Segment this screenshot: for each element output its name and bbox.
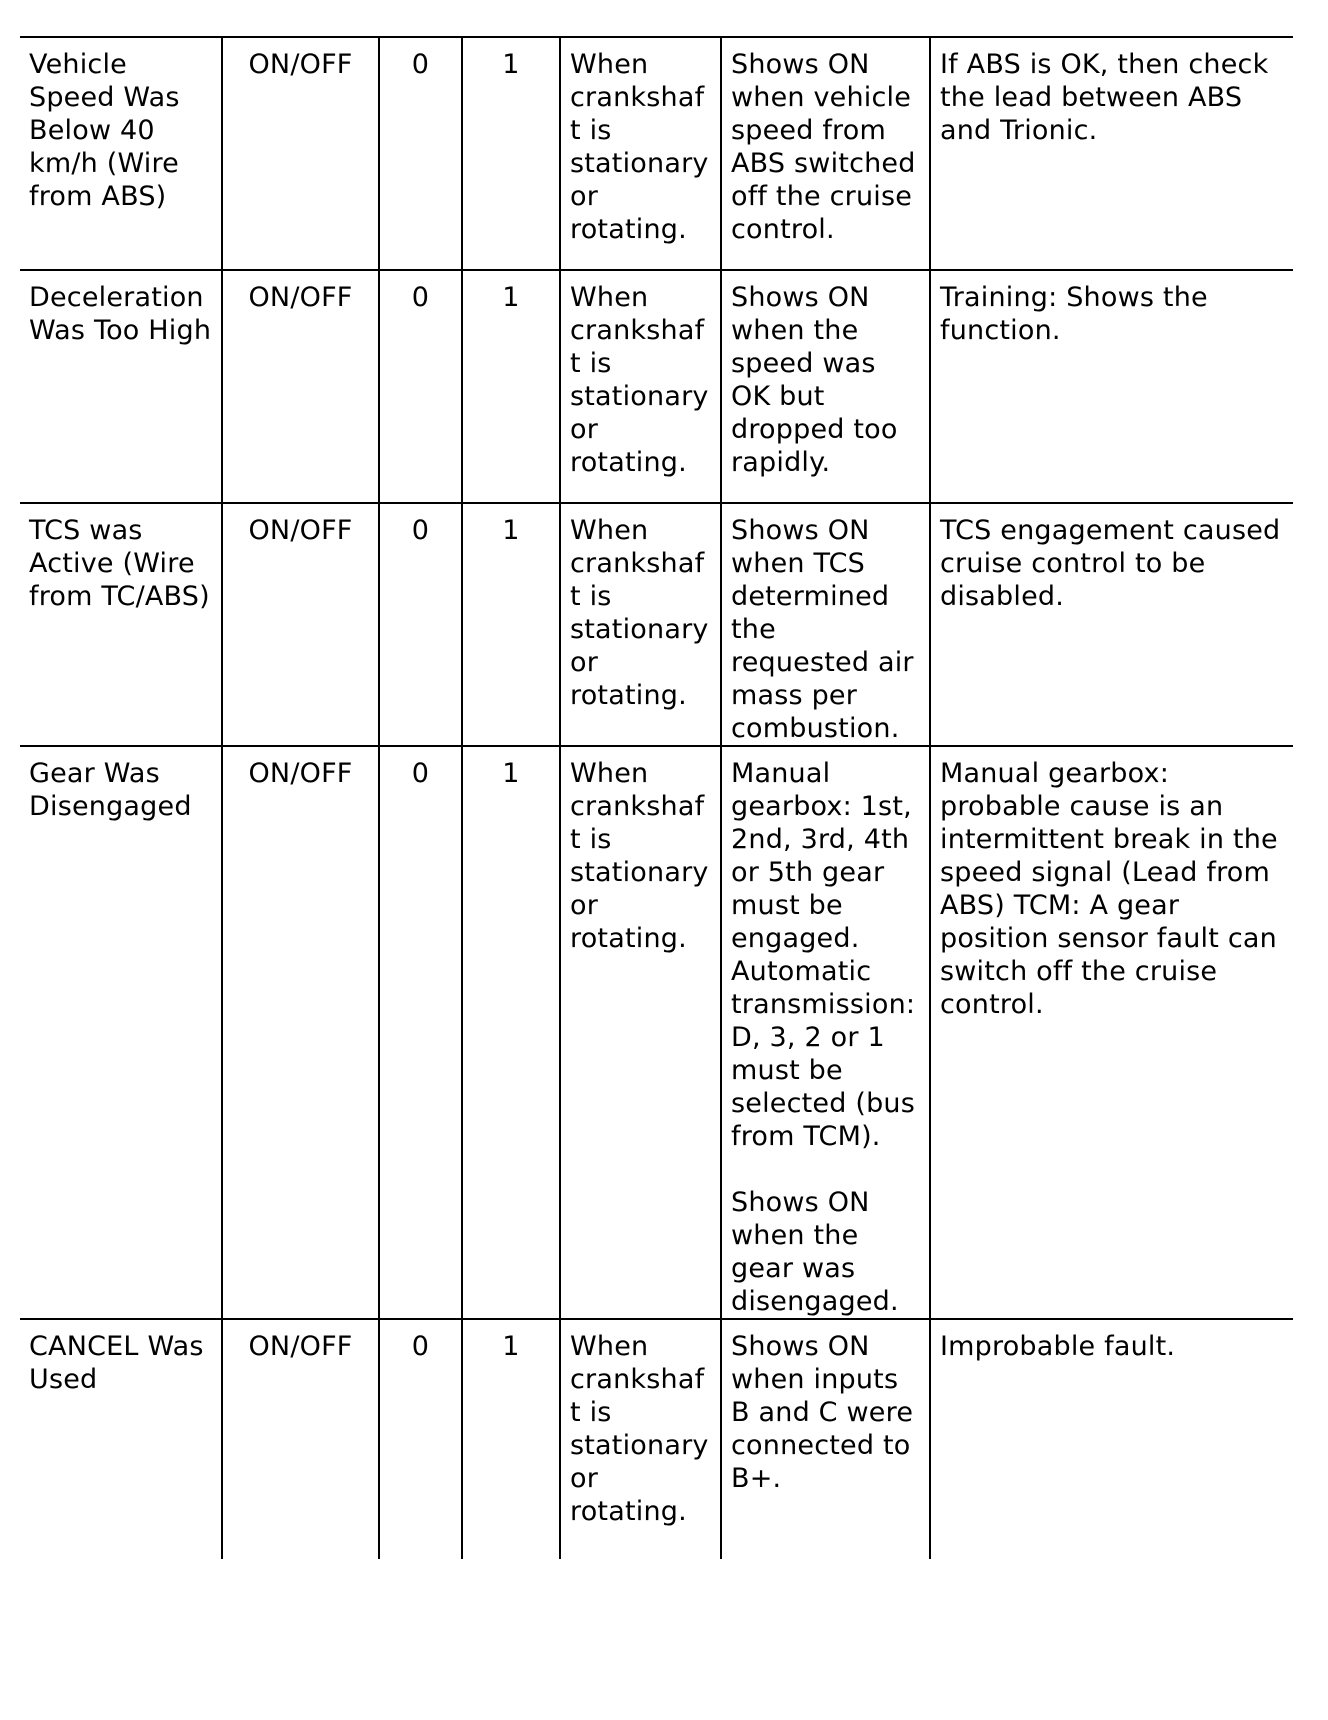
parameter-condition: When crankshaft is stationary or rotating. — [560, 37, 721, 270]
parameter-description — [721, 37, 930, 270]
description-paragraph: Shows ON when the gear was disengaged. — [731, 1187, 899, 1317]
parameter-values: ON/OFF — [222, 1319, 379, 1559]
parameter-condition: When crankshaft is stationary or rotating. — [560, 1319, 721, 1559]
parameter-min: 0 — [379, 1319, 462, 1559]
parameter-max: 1 — [462, 746, 560, 1319]
parameter-remedy: Training: Shows the function. — [930, 270, 1293, 503]
parameter-max: 1 — [462, 37, 560, 270]
parameter-remedy: If ABS is OK, then check the lead between ABS and Trionic. — [930, 37, 1293, 270]
table-row — [20, 1319, 1293, 1559]
parameter-remedy: TCS engagement caused cruise control to be disabled. — [930, 503, 1293, 746]
description-paragraph: Shows ON when TCS determined the requested air mass per combustion. — [731, 515, 914, 744]
description-paragraph: Shows ON when the speed was OK but dropped too rapidly. — [731, 282, 898, 478]
parameter-table — [20, 36, 1293, 1559]
parameter-max: 1 — [462, 270, 560, 503]
parameter-min: 0 — [379, 270, 462, 503]
parameter-description — [721, 503, 930, 746]
parameter-min: 0 — [379, 746, 462, 1319]
parameter-name: TCS was Active (Wire from TC/ABS) — [20, 503, 222, 746]
parameter-description — [721, 270, 930, 503]
parameter-condition: When crankshaft is stationary or rotating. — [560, 746, 721, 1319]
parameter-values: ON/OFF — [222, 37, 379, 270]
parameter-description — [721, 1319, 930, 1559]
parameter-max: 1 — [462, 1319, 560, 1559]
parameter-values: ON/OFF — [222, 503, 379, 746]
table-row — [20, 37, 1293, 270]
description-paragraph: Manual gearbox: 1st, 2nd, 3rd, 4th or 5th gear must be engaged. Automatic transmission: D, 3, 2 or 1 must be selected (bus from TCM). — [731, 758, 916, 1152]
parameter-values: ON/OFF — [222, 746, 379, 1319]
parameter-condition: When crankshaft is stationary or rotating. — [560, 270, 721, 503]
parameter-min: 0 — [379, 503, 462, 746]
table-row — [20, 270, 1293, 503]
table-row — [20, 746, 1293, 1319]
parameter-remedy: Improbable fault. — [930, 1319, 1293, 1559]
table-row — [20, 503, 1293, 746]
parameter-name: Deceleration Was Too High — [20, 270, 222, 503]
parameter-values: ON/OFF — [222, 270, 379, 503]
parameter-name: Vehicle Speed Was Below 40 km/h (Wire from ABS) — [20, 37, 222, 270]
parameter-description — [721, 746, 930, 1319]
parameter-condition: When crankshaft is stationary or rotating. — [560, 503, 721, 746]
description-paragraph: Shows ON when vehicle speed from ABS switched off the cruise control. — [731, 49, 916, 245]
parameter-name: CANCEL Was Used — [20, 1319, 222, 1559]
description-paragraph: Shows ON when inputs B and C were connected to B+. — [731, 1331, 914, 1494]
parameter-min: 0 — [379, 37, 462, 270]
parameter-name: Gear Was Disengaged — [20, 746, 222, 1319]
parameter-remedy: Manual gearbox: probable cause is an intermittent break in the speed signal (Lead from ABS) TCM: A gear position sensor fault can switch off the cruise control. — [930, 746, 1293, 1319]
parameter-max: 1 — [462, 503, 560, 746]
